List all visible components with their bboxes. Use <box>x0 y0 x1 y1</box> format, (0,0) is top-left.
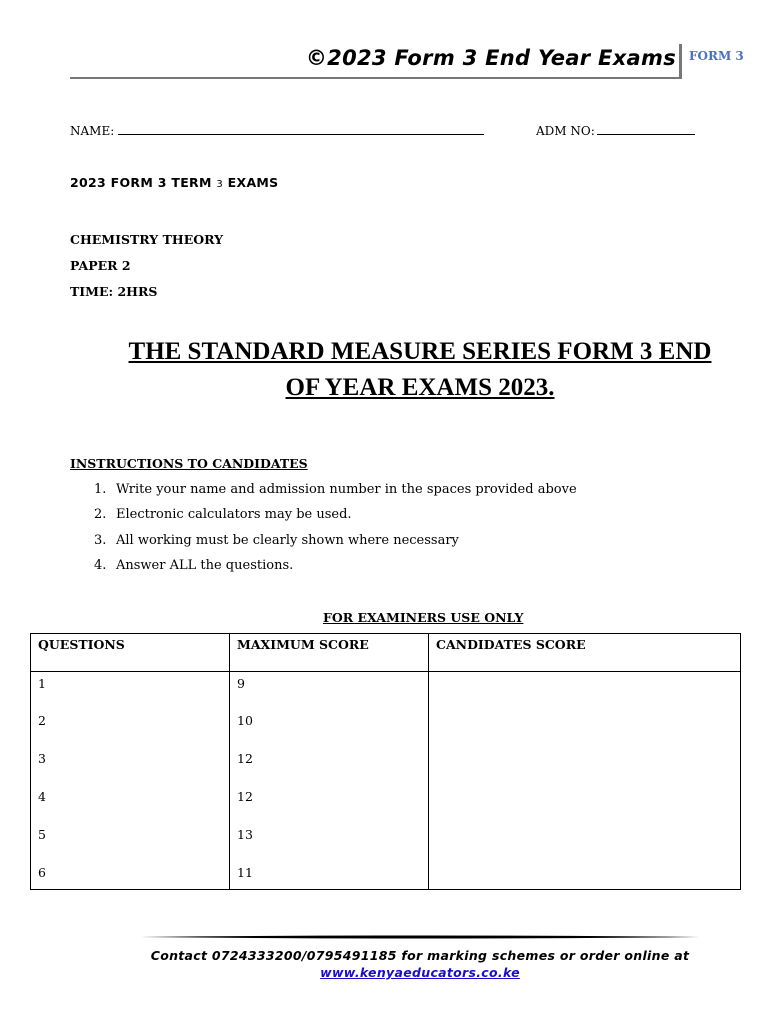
candidate-score-cell[interactable] <box>429 786 741 824</box>
exam-subject: CHEMISTRY THEORY <box>70 232 224 247</box>
question-cell: 5 <box>31 824 230 862</box>
candidate-score-cell[interactable] <box>429 862 741 890</box>
instruction-number: 4. <box>94 558 107 573</box>
main-heading-line1: THE STANDARD MEASURE SERIES FORM 3 END <box>128 338 712 365</box>
table-row <box>31 710 741 748</box>
max-score-cell: 11 <box>230 862 429 890</box>
table-row <box>31 824 741 862</box>
exam-title-part1: 2023 FORM 3 TERM <box>70 175 217 190</box>
candidate-score-cell[interactable] <box>429 748 741 786</box>
footer-contact: Contact 0724333200/0795491185 for marking schemes or order online at <box>150 948 690 963</box>
table-header-row <box>31 634 741 672</box>
main-heading <box>70 334 770 406</box>
instruction-number: 1. <box>94 482 107 497</box>
instruction-text: Answer ALL the questions. <box>116 558 294 573</box>
name-field[interactable] <box>70 124 484 138</box>
instruction-item <box>94 558 293 573</box>
exam-time: TIME: 2HRS <box>70 284 158 299</box>
header-rule <box>70 77 680 79</box>
examiner-heading: FOR EXAMINERS USE ONLY <box>323 610 524 625</box>
instruction-text: Electronic calculators may be used. <box>116 507 352 522</box>
question-cell: 4 <box>31 786 230 824</box>
column-header-max-score: MAXIMUM SCORE <box>230 634 429 672</box>
question-cell: 3 <box>31 748 230 786</box>
main-heading-line2: OF YEAR EXAMS 2023. <box>285 374 555 401</box>
max-score-cell: 12 <box>230 786 429 824</box>
adm-field[interactable] <box>536 124 695 138</box>
max-score-cell: 13 <box>230 824 429 862</box>
question-cell: 2 <box>31 710 230 748</box>
candidate-score-cell[interactable] <box>429 710 741 748</box>
footer-rule <box>140 935 700 939</box>
exam-paper: PAPER 2 <box>70 258 131 273</box>
instruction-item <box>94 482 577 497</box>
table-row <box>31 748 741 786</box>
table-row <box>31 672 741 710</box>
exam-title-term: 3 <box>216 179 224 190</box>
adm-blank[interactable] <box>597 124 695 135</box>
max-score-cell: 9 <box>230 672 429 710</box>
adm-label: ADM NO: <box>536 124 595 138</box>
table-row <box>31 786 741 824</box>
candidate-score-cell[interactable] <box>429 672 741 710</box>
instruction-number: 3. <box>94 533 107 548</box>
instructions-heading: INSTRUCTIONS TO CANDIDATES <box>70 456 308 471</box>
exam-title <box>70 175 278 190</box>
examiner-score-table <box>30 633 741 890</box>
column-header-candidates-score: CANDIDATES SCORE <box>429 634 741 672</box>
exam-title-part2: EXAMS <box>223 175 279 190</box>
column-header-questions: QUESTIONS <box>31 634 230 672</box>
instruction-item <box>94 507 352 522</box>
header-title: ©2023 Form 3 End Year Exams <box>305 46 676 70</box>
header-divider <box>679 44 682 79</box>
instruction-number: 2. <box>94 507 107 522</box>
instruction-text: Write your name and admission number in the spaces provided above <box>116 482 577 497</box>
footer-website-link[interactable]: www.kenyaeducators.co.ke <box>320 965 520 980</box>
question-cell: 1 <box>31 672 230 710</box>
table-row <box>31 862 741 890</box>
name-blank[interactable] <box>118 124 484 135</box>
name-label: NAME: <box>70 124 115 138</box>
candidate-score-cell[interactable] <box>429 824 741 862</box>
max-score-cell: 12 <box>230 748 429 786</box>
header-form-label: FORM 3 <box>689 49 744 63</box>
instruction-text: All working must be clearly shown where necessary <box>116 533 459 548</box>
max-score-cell: 10 <box>230 710 429 748</box>
question-cell: 6 <box>31 862 230 890</box>
instruction-item <box>94 533 459 548</box>
